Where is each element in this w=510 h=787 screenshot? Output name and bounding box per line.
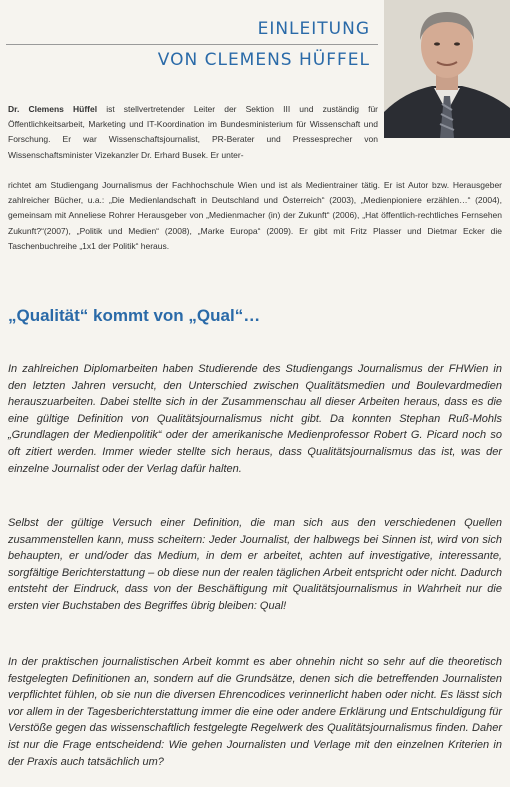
header-subtitle: VON CLEMENS HÜFFEL bbox=[157, 50, 370, 70]
article-paragraph: In zahlreichen Diplomarbeiten haben Studierende des Studiengangs Journalismus der FHWien in den letzten Jahren versucht, den Unterschied zwischen Qualitätsmedien und Boulevardmedien herauszuarbeiten. Dabei stellte sich in der Zusammenschau all dieser Arbeiten heraus, dass es die eine gültige Definition von Qualitätsjournalismus nicht gibt. Da konnten Stephan Ruß-Mohls „Grundlagen der Medienpolitik“ oder der amerikanische Medienprofessor Robert G. Picard noch so oft zitiert werden. Immer wieder stellte sich heraus, dass Qualitätsjournalismus das ist, was der einzelne Journalist oder der Verlag dafür halten. bbox=[8, 363, 502, 475]
author-portrait bbox=[384, 0, 510, 138]
article-title: „Qualität“ kommt von „Qual“… bbox=[8, 306, 261, 325]
author-bio-intro bbox=[8, 102, 378, 163]
article-paragraph: Selbst der gültige Versuch einer Definition, die man sich aus den verschiedenen Quellen zusammenstellen kann, muss scheitern: Jeder Journalist, der halbwegs bei Sinnen ist, wird von sich behaupten, er und/oder das Medium, in dem er arbeitet, achten auf investigative, interessante, sorgfältige Berichterstattung – ob diese nun der realen täglichen Arbeit entspricht oder nicht. Dadurch entsteht der Eindruck, dass von der Beschäftigung mit Qualitätsjournalismus in Wahrheit nur die ersten vier Buchstaben des Begriffes übrig bleiben: Qual! bbox=[8, 517, 502, 612]
header bbox=[6, 18, 378, 78]
author-bio-continued: richtet am Studiengang Journalismus der Fachhochschule Wien und ist als Medientrainer tätig. Er ist Autor bzw. Herausgeber zahlreicher Bücher, u.a.: „Die Medienlandschaft in Deutschland und Österreich“ (2003), „Medienpioniere erzählen…“ (2004), gemeinsam mit Anneliese Rohrer Herausgeber von „Medienmacher (in) der Zukunft“ (2006), „Hat öffentlich-rechtliches Fernsehen Zukunft?“(2007), „Politik und Medien“ (2008), „Marke Europa“ (2009). Er gibt mit Fritz Plasser und Dietmar Ecker die Taschenbuchreihe „1x1 der Politik“ heraus. bbox=[8, 180, 502, 251]
header-divider bbox=[6, 44, 378, 45]
author-name: Dr. Clemens Hüffel bbox=[8, 104, 98, 114]
header-title: EINLEITUNG bbox=[257, 19, 370, 39]
article-paragraph: In der praktischen journalistischen Arbeit kommt es aber ohnehin nicht so sehr auf die theoretisch festgelegten Definitionen an, sondern auf die Grundsätze, denen sich die betreffenden Journalisten verpflichtet fühlen, ob sie nun die diversen Ehrencodices verinnerlicht haben oder nicht. Es lässt sich vor allem in der Tagesberichterstattung immer die eine oder andere Erklärung und Entschuldigung für Verstöße gegen das wissenschaftlich festgelegte Regelwerk des Qualitätsjournalismus finden. Daher ist nur die Frage entscheidend: Wie gehen Journalisten und Verlage mit den einzelnen Kriterien in der Praxis auch tatsächlich um? bbox=[8, 656, 502, 768]
author-bio-text-intro: ist stellvertretender Leiter der Sektion III und zuständig für Öffentlichkeitsarbeit, Marketing und IT-Koordination im Bundesministerium für Wissenschaft und Forschung. Er war Wissenschaftsjournalist, PR-Berater und Pressesprecher von Wissenschaftsminister Vizekanzler Dr. Erhard Busek. Er unter- bbox=[8, 104, 378, 160]
author-portrait-image bbox=[384, 0, 510, 138]
